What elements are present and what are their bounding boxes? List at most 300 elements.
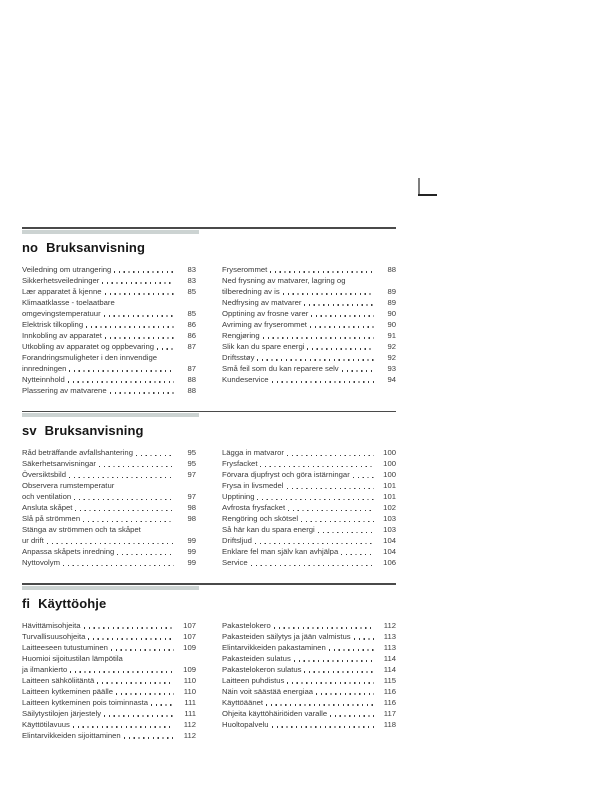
- toc-entry: [22, 653, 196, 675]
- toc-entry-page-number: 100: [383, 448, 396, 457]
- toc-entry: [22, 458, 196, 469]
- dot-leader: [257, 499, 374, 500]
- dot-leader: [288, 510, 374, 511]
- dot-leader: [329, 649, 374, 650]
- toc-entry-title: Elintarvikkeiden pakastaminen: [222, 642, 326, 652]
- dot-leader: [69, 370, 174, 371]
- toc-entry-title: Så här kan du spara energi: [222, 525, 315, 534]
- toc-entry-row: [222, 447, 396, 458]
- toc-entry-row: [222, 469, 396, 480]
- toc-entry-title: ur drift: [22, 536, 44, 545]
- toc-entry-row: [222, 675, 396, 686]
- toc-entry-page-number: 89: [387, 297, 396, 307]
- toc-entry-row: [222, 513, 396, 524]
- toc-entry: [222, 708, 396, 719]
- toc-entry-title-line: Klimaatklasse - toelaatbare: [22, 297, 115, 307]
- dot-leader: [272, 381, 374, 382]
- toc-entry: [222, 297, 396, 308]
- toc-entry-row: [222, 708, 396, 719]
- toc-entry-page-number: 109: [183, 642, 196, 652]
- toc-entry: [22, 719, 196, 730]
- toc-entry-page-number: 99: [187, 558, 196, 567]
- dot-leader: [354, 638, 374, 639]
- toc-entry-title: Enklare fel man själv kan avhjälpa: [222, 547, 339, 556]
- toc-entry-title: Säilytystilojen järjestely: [22, 708, 102, 718]
- toc-entry-page-number: 107: [183, 620, 196, 630]
- toc-entry-title: Slå på strömmen: [22, 514, 81, 523]
- toc-entry-title-line: Forandringsmuligheter i den innvendige: [22, 352, 158, 362]
- toc-entry: [222, 341, 396, 352]
- dot-leader: [318, 532, 374, 533]
- toc-entry: [22, 275, 196, 286]
- section-divider: [22, 583, 396, 590]
- dot-leader: [74, 499, 174, 500]
- toc-entry-row: [222, 686, 396, 697]
- toc-entry-page-number: 118: [383, 719, 396, 729]
- dot-leader: [266, 704, 374, 705]
- toc-entry-title: Driftsljud: [222, 536, 252, 545]
- toc-entry-row: [22, 686, 196, 697]
- toc-entry-title-line: Ned frysning av matvarer, lagring og: [222, 275, 346, 285]
- section-title: Bruksanvisning: [44, 423, 144, 438]
- toc-entry-title: omgevingstemperatuur: [22, 308, 101, 318]
- toc-entry-title: Käyttöäänet: [222, 697, 264, 707]
- toc-entry-page-number: 110: [183, 675, 196, 685]
- toc-entry-row: [222, 297, 396, 308]
- toc-entry-page-number: 114: [383, 653, 396, 663]
- section-divider: [22, 411, 396, 418]
- dot-leader: [47, 543, 174, 544]
- toc-entry-title: Avriming av fryserommet: [222, 319, 307, 329]
- toc-entry-title: tilberedning av is: [222, 286, 280, 296]
- toc-entry-title: Nytteinnhold: [22, 374, 65, 384]
- toc-entry: [222, 719, 396, 730]
- toc-columns: [22, 447, 396, 568]
- toc-entry-row: [22, 697, 196, 708]
- toc-entry-title-line: Stänga av strömmen och ta skåpet: [22, 525, 141, 534]
- toc-entry-title: Råd beträffande avfallshantering: [22, 448, 133, 457]
- toc-entry-row: [222, 535, 396, 546]
- toc-entry-title: Slik kan du spare energi: [222, 341, 305, 351]
- toc-entry-title: ja ilmankierto: [22, 664, 68, 674]
- toc-entry-page-number: 104: [383, 547, 396, 556]
- toc-entry-page-number: 115: [383, 675, 396, 685]
- dot-leader: [304, 671, 374, 672]
- toc-entry-row: [222, 620, 396, 631]
- dot-leader: [294, 660, 374, 661]
- dot-leader: [283, 293, 374, 294]
- section-fi-kayttoohje: [22, 583, 396, 741]
- language-code: sv: [22, 423, 37, 438]
- section-heading: [22, 241, 396, 255]
- toc-entry-row: [22, 631, 196, 642]
- toc-entry-row: [22, 374, 196, 385]
- toc-entry-row: [222, 308, 396, 319]
- toc-entry: [222, 264, 396, 275]
- toc-entry-page-number: 103: [383, 514, 396, 523]
- dot-leader: [255, 543, 374, 544]
- toc-entry-page-number: 92: [387, 341, 396, 351]
- toc-entry: [22, 469, 196, 480]
- toc-entry: [222, 458, 396, 469]
- toc-entry-title: Opptining av frosne varer: [222, 308, 309, 318]
- toc-entry-row: [222, 480, 396, 491]
- toc-entry-row: [222, 286, 396, 297]
- toc-entry-row: [222, 653, 396, 664]
- dot-leader: [75, 510, 174, 511]
- toc-entry-page-number: 90: [387, 308, 396, 318]
- dot-leader: [257, 359, 374, 360]
- toc-entry-title: Nedfrysing av matvarer: [222, 297, 302, 307]
- dot-leader: [251, 565, 374, 566]
- dot-leader: [99, 466, 174, 467]
- toc-entry: [222, 675, 396, 686]
- toc-entry-title: Ohjeita käyttöhäiriöiden varalle: [222, 708, 328, 718]
- toc-entry-row: [222, 341, 396, 352]
- dot-leader: [136, 455, 174, 456]
- dot-leader: [117, 554, 174, 555]
- divider-gray-bar: [22, 586, 199, 590]
- toc-entry-row: [22, 719, 196, 730]
- toc-entry-title: Pakasteiden säilytys ja jään valmistus: [222, 631, 351, 641]
- toc-entry-title: Plassering av matvarene: [22, 385, 107, 395]
- dot-leader: [287, 488, 374, 489]
- toc-entry-row: [222, 319, 396, 330]
- toc-entry-page-number: 101: [383, 492, 396, 501]
- section-heading: [22, 424, 396, 438]
- toc-columns: [22, 620, 396, 741]
- toc-entry-title: Rengöring och skötsel: [222, 514, 299, 523]
- toc-entry-page-number: 112: [383, 620, 396, 630]
- toc-entry-row: [222, 631, 396, 642]
- dot-leader: [287, 455, 374, 456]
- toc-entry-page-number: 83: [187, 264, 196, 274]
- toc-entry: [222, 363, 396, 374]
- toc-entry-title: Säkerhetsanvisningar: [22, 459, 96, 468]
- toc-column-right: [222, 620, 396, 741]
- toc-entry-title: Lær apparatet å kjenne: [22, 286, 102, 296]
- toc-entry: [222, 642, 396, 653]
- toc-entry-row: [222, 642, 396, 653]
- toc-entry: [222, 469, 396, 480]
- toc-entry-row: [22, 502, 196, 513]
- toc-entry: [222, 546, 396, 557]
- dot-leader: [110, 392, 174, 393]
- toc-entry-page-number: 113: [383, 642, 396, 652]
- toc-entry-page-number: 90: [387, 319, 396, 329]
- dot-leader: [304, 304, 374, 305]
- toc-entry-title: Pakastelokero: [222, 620, 271, 630]
- toc-entry-row: [22, 469, 196, 480]
- toc-entry-title: Laitteen puhdistus: [222, 675, 285, 685]
- toc-entry-row: [22, 708, 196, 719]
- toc-entry: [22, 557, 196, 568]
- toc-entry-row: [222, 524, 396, 535]
- toc-entry: [222, 319, 396, 330]
- section-divider: [22, 227, 396, 234]
- toc-entry-page-number: 95: [187, 459, 196, 468]
- toc-entry-page-number: 86: [187, 319, 196, 329]
- toc-entry-title: Avfrosta frysfacket: [222, 503, 286, 512]
- toc-entry-row: [22, 308, 196, 319]
- dot-leader: [83, 521, 174, 522]
- section-heading: [22, 597, 396, 611]
- divider-rule: [22, 227, 396, 229]
- toc-entry-title: Förvara djupfryst och göra istärningar: [222, 470, 350, 479]
- toc-entry-row: [22, 730, 196, 741]
- toc-entry-page-number: 87: [187, 341, 196, 351]
- toc-entry-page-number: 112: [183, 730, 196, 740]
- toc-column-left: [22, 620, 196, 741]
- toc-entry: [222, 491, 396, 502]
- dot-leader: [330, 715, 374, 716]
- dot-leader: [114, 271, 174, 272]
- section-title: Käyttöohje: [38, 595, 107, 611]
- toc-entry-row: [22, 535, 196, 546]
- toc-entry-row: [22, 458, 196, 469]
- dot-leader: [84, 627, 174, 628]
- dot-leader: [260, 466, 374, 467]
- dot-leader: [73, 726, 174, 727]
- dot-leader: [102, 282, 174, 283]
- divider-gray-bar: [22, 230, 199, 234]
- toc-entry: [22, 352, 196, 374]
- dot-leader: [316, 693, 374, 694]
- toc-entry-title: innredningen: [22, 363, 67, 373]
- toc-entry: [222, 664, 396, 675]
- toc-entry-row: [222, 264, 396, 275]
- toc-entry-title: Utkobling av apparatet og oppbevaring: [22, 341, 155, 351]
- section-title: Bruksanvisning: [46, 239, 146, 255]
- toc-entry: [222, 535, 396, 546]
- dot-leader: [307, 348, 374, 349]
- toc-entry-title: Kundeservice: [222, 374, 269, 384]
- toc-entry-title: Frysfacket: [222, 459, 258, 468]
- toc-entry: [22, 330, 196, 341]
- dot-leader: [88, 638, 174, 639]
- section-sv-bruksanvisning: [22, 411, 396, 569]
- language-code: no: [22, 239, 39, 255]
- toc-entry: [22, 319, 196, 330]
- toc-entry-title: Innkobling av apparatet: [22, 330, 102, 340]
- toc-entry-title-line: Observera rumstemperatur: [22, 481, 115, 490]
- dot-leader: [111, 649, 174, 650]
- dot-leader: [104, 715, 174, 716]
- dot-leader: [342, 370, 374, 371]
- toc-entry-title: Översiktsbild: [22, 470, 67, 479]
- toc-entry-page-number: 112: [183, 719, 196, 729]
- toc-entry-row: [222, 697, 396, 708]
- toc-entry-page-number: 98: [187, 514, 196, 523]
- language-code: fi: [22, 595, 31, 611]
- toc-entry: [22, 480, 196, 502]
- toc-entry-page-number: 99: [187, 547, 196, 556]
- toc-entry: [222, 275, 396, 297]
- dot-leader: [157, 348, 174, 349]
- toc-entry: [222, 631, 396, 642]
- toc-entry-row: [22, 513, 196, 524]
- dot-leader: [105, 337, 174, 338]
- dot-leader: [63, 565, 174, 566]
- toc-entry-row: [22, 385, 196, 396]
- toc-entry-title: och ventilation: [22, 492, 72, 501]
- toc-entry-page-number: 97: [187, 470, 196, 479]
- toc-entry-page-number: 114: [383, 664, 396, 674]
- dot-leader: [301, 521, 374, 522]
- toc-entry: [222, 686, 396, 697]
- toc-entry-page-number: 111: [184, 708, 196, 718]
- toc-entry: [222, 513, 396, 524]
- toc-entry-row: [22, 557, 196, 568]
- toc-entry-title: Ansluta skåpet: [22, 503, 73, 512]
- toc-entry-page-number: 93: [387, 363, 396, 373]
- toc-entry-row: [22, 620, 196, 631]
- toc-entry-row: [22, 642, 196, 653]
- toc-entry-title: Lägga in matvaror: [222, 448, 284, 457]
- dot-leader: [270, 271, 374, 272]
- toc-column-right: [222, 447, 396, 568]
- toc-entry-row: [222, 557, 396, 568]
- toc-entry-title-line: Huomioi sijoitustilan lämpötila: [22, 653, 123, 663]
- toc-entry: [22, 447, 196, 458]
- toc-entry-page-number: 92: [387, 352, 396, 362]
- toc-entry-row: [222, 363, 396, 374]
- toc-entry-row: [22, 319, 196, 330]
- toc-entry-row: [222, 374, 396, 385]
- toc-entry-title: Nyttovolym: [22, 558, 61, 567]
- toc-entry: [222, 620, 396, 631]
- toc-entry: [22, 286, 196, 297]
- toc-entry-page-number: 85: [187, 286, 196, 296]
- toc-entry-row: [222, 352, 396, 363]
- toc-entry-page-number: 99: [187, 536, 196, 545]
- toc-entry: [22, 620, 196, 631]
- toc-entry-title: Hävittämisohjeita: [22, 620, 81, 630]
- toc-entry-page-number: 97: [187, 492, 196, 501]
- dot-leader: [341, 554, 374, 555]
- toc-entry-title: Huoltopalvelu: [222, 719, 269, 729]
- toc-entry-title: Frysa in livsmedel: [222, 481, 284, 490]
- toc-entry: [22, 341, 196, 352]
- toc-entry-page-number: 109: [183, 664, 196, 674]
- toc-entry-page-number: 103: [383, 525, 396, 534]
- toc-entry: [222, 557, 396, 568]
- toc-entry: [22, 697, 196, 708]
- toc-entry: [222, 502, 396, 513]
- toc-entry-page-number: 88: [387, 264, 396, 274]
- toc-entry: [222, 447, 396, 458]
- toc-entry-title: Laitteen sähköliitäntä: [22, 675, 95, 685]
- toc-entry-page-number: 89: [387, 286, 396, 296]
- toc-entry: [222, 330, 396, 341]
- divider-gray-bar: [22, 413, 199, 417]
- toc-entry-page-number: 83: [187, 275, 196, 285]
- toc-entry-page-number: 91: [387, 330, 396, 340]
- dot-leader: [86, 326, 174, 327]
- toc-column-right: [222, 264, 396, 396]
- toc-entry-row: [22, 491, 196, 502]
- toc-entry: [22, 264, 196, 275]
- dot-leader: [353, 477, 374, 478]
- toc-entry-page-number: 95: [187, 448, 196, 457]
- toc-entry-row: [22, 341, 196, 352]
- toc-entry-row: [22, 286, 196, 297]
- dot-leader: [116, 693, 174, 694]
- toc-entry-title: Käyttötilavuus: [22, 719, 70, 729]
- toc-entry-title: Service: [222, 558, 248, 567]
- toc-entry-row: [22, 546, 196, 557]
- toc-entry-title: Anpassa skåpets inredning: [22, 547, 115, 556]
- toc-entry: [22, 708, 196, 719]
- toc-entry: [22, 675, 196, 686]
- dot-leader: [274, 627, 374, 628]
- toc-entry-page-number: 116: [383, 686, 396, 696]
- toc-entry-row: [222, 719, 396, 730]
- toc-entry-title: Laitteen kytkeminen päälle: [22, 686, 114, 696]
- toc-entry: [22, 546, 196, 557]
- toc-entry-page-number: 116: [383, 697, 396, 707]
- toc-entry-row: [22, 664, 196, 675]
- toc-entry-page-number: 86: [187, 330, 196, 340]
- dot-leader: [104, 315, 174, 316]
- toc-entry-row: [22, 330, 196, 341]
- toc-entry: [222, 308, 396, 319]
- section-no-bruksanvisning: [22, 227, 396, 396]
- dot-leader: [124, 737, 174, 738]
- toc-entry-page-number: 88: [187, 374, 196, 384]
- toc-entry: [222, 697, 396, 708]
- toc-entry-page-number: 87: [187, 363, 196, 373]
- dot-leader: [287, 682, 374, 683]
- toc-entry-title: Laitteen kytkeminen pois toiminnasta: [22, 697, 149, 707]
- toc-entry-row: [222, 546, 396, 557]
- divider-rule: [22, 583, 396, 585]
- toc-entry-title: Fryserommet: [222, 264, 268, 274]
- dot-leader: [311, 315, 374, 316]
- toc-entry-page-number: 88: [187, 385, 196, 395]
- toc-entry-title: Sikkerhetsveiledninger: [22, 275, 100, 285]
- toc-entry-page-number: 113: [383, 631, 396, 641]
- toc-entry-page-number: 101: [383, 481, 396, 490]
- toc-entry-title: Näin voit säästää energiaa: [222, 686, 314, 696]
- toc-entry-page-number: 110: [183, 686, 196, 696]
- toc-entry-page-number: 111: [184, 697, 196, 707]
- toc-entry: [22, 524, 196, 546]
- toc-entry: [222, 352, 396, 363]
- dot-leader: [68, 381, 174, 382]
- dot-leader: [70, 671, 174, 672]
- dot-leader: [105, 293, 175, 294]
- toc-entry-title: Driftsstøy: [222, 352, 255, 362]
- toc-entry-page-number: 100: [383, 470, 396, 479]
- toc-entry-page-number: 94: [387, 374, 396, 384]
- divider-rule: [22, 411, 396, 413]
- toc-entry: [22, 631, 196, 642]
- toc-entry-row: [222, 491, 396, 502]
- toc-entry-title: Laitteeseen tutustuminen: [22, 642, 108, 652]
- toc-entry-row: [22, 264, 196, 275]
- toc-entry-page-number: 107: [183, 631, 196, 641]
- toc-entry: [222, 480, 396, 491]
- toc-entry-page-number: 106: [383, 558, 396, 567]
- dot-leader: [272, 726, 374, 727]
- toc-entry-row: [22, 447, 196, 458]
- toc-entry-row: [22, 675, 196, 686]
- toc-entry-title: Pakastelokeron sulatus: [222, 664, 302, 674]
- toc-entry-row: [222, 458, 396, 469]
- toc-entry-row: [22, 275, 196, 286]
- toc-entry-row: [222, 664, 396, 675]
